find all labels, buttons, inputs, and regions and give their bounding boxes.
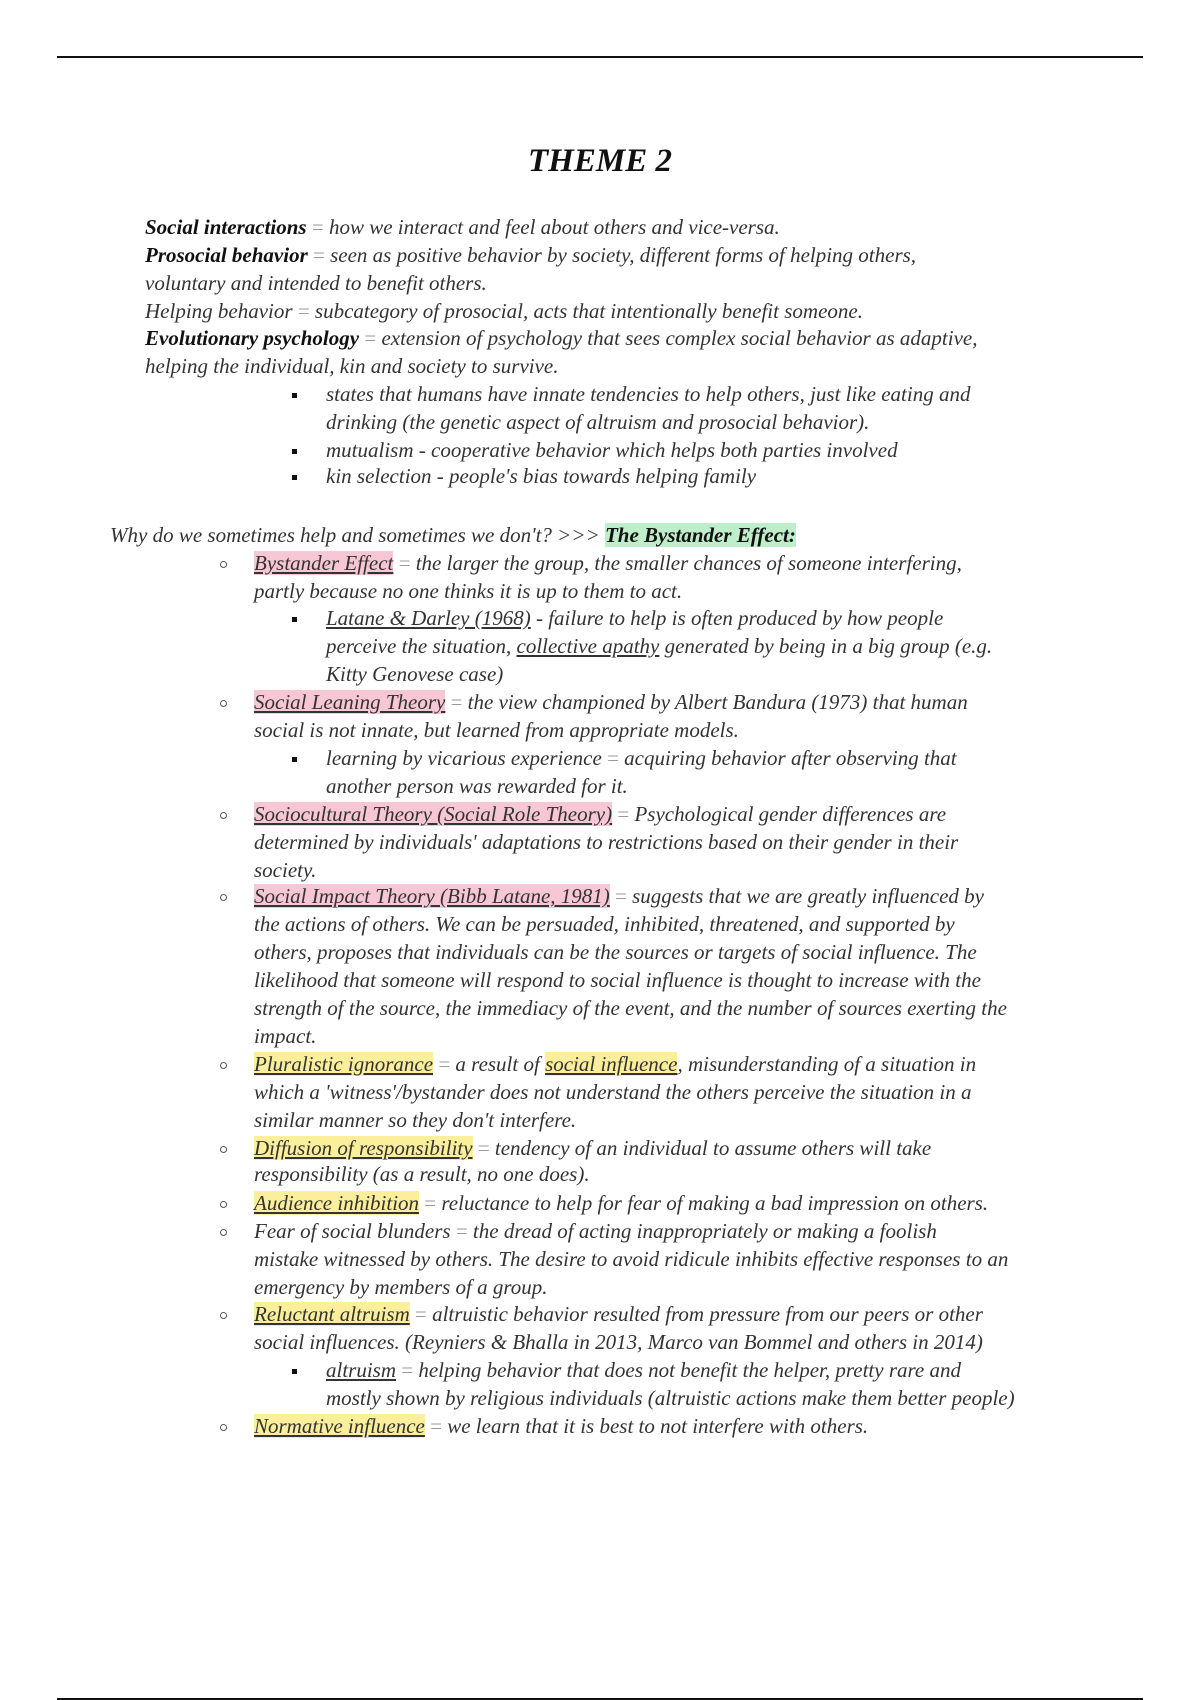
social-impact-cont3: likelihood that someone will respond to social influence is thought to increase with the [254,968,981,992]
diffusion-cont: responsibility (as a result, no one does). [254,1162,590,1186]
social-impact-cont: the actions of others. We can be persuaded, inhibited, threatened, and supported by [254,912,955,936]
circle-bullet [220,1201,227,1208]
circle-bullet [220,894,227,901]
square-bullet [292,1369,297,1374]
def-evolutionary-cont: helping the individual, kin and society to survive. [145,354,559,378]
circle-bullet [220,1229,227,1236]
latane-darley-cont: perceive the situation, collective apathy generated by being in a big group (e.g. [326,634,993,658]
term-social-impact: Social Impact Theory (Bibb Latane, 1981) [254,884,610,908]
page-title: THEME 2 [528,143,672,179]
term-collective-apathy: collective apathy [516,634,660,658]
latane-darley: Latane & Darley (1968) - failure to help is often produced by how people [326,606,944,630]
term-bystander-effect: Bystander Effect [254,551,394,575]
square-bullet [292,393,297,398]
evo-bullet-kin: kin selection - people's bias towards helping family [326,464,757,488]
circle-bullet [220,561,227,568]
fear-cont: mistake witnessed by others. The desire to avoid ridicule inhibits effective responses to an [254,1247,1009,1271]
term-sociocultural: Sociocultural Theory (Social Role Theory) [254,802,613,826]
vicarious-learning-cont: another person was rewarded for it. [326,774,628,798]
def-prosocial-cont: voluntary and intended to benefit others. [145,271,487,295]
pluralistic-cont: which a 'witness'/bystander does not understand the others perceive the situation in a [254,1080,972,1104]
def-evolutionary: Evolutionary psychology = extension of psychology that sees complex social behavior as adaptive, [145,326,978,350]
def-social-interactions: Social interactions = how we interact and feel about others and vice-versa. [145,215,780,239]
def-prosocial: Prosocial behavior = seen as positive behavior by society, different forms of helping others, [145,243,917,267]
square-bullet [292,757,297,762]
social-learning-theory: Social Leaning Theory = the view championed by Albert Bandura (1973) that human [254,690,968,714]
social-learning-cont: social is not innate, but learned from appropriate models. [254,718,739,742]
latane-darley-cont2: Kitty Genovese case) [326,662,504,686]
social-impact-cont4: strength of the source, the immediacy of the event, and the number of sources exerting the [254,996,1007,1020]
term-social-learning: Social Leaning Theory [254,690,446,714]
term-latane-darley: Latane & Darley (1968) [326,606,531,630]
square-bullet [292,617,297,622]
def-helping: Helping behavior = subcategory of prosocial, acts that intentionally benefit someone. [145,299,863,323]
term-pluralistic-ignorance: Pluralistic ignorance [254,1052,434,1076]
pluralistic-cont2: similar manner so they don't interfere. [254,1108,577,1132]
circle-bullet [220,1424,227,1431]
vicarious-learning: learning by vicarious experience = acquiring behavior after observing that [326,746,957,770]
altruism-cont: mostly shown by religious individuals (altruistic actions make them better people) [326,1386,1015,1410]
term-social-influence: social influence [545,1052,678,1076]
reluctant-altruism: Reluctant altruism = altruistic behavior resulted from pressure from our peers or other [254,1302,983,1326]
social-impact-cont5: impact. [254,1024,317,1048]
circle-bullet [220,1312,227,1319]
term-normative-influence: Normative influence [254,1414,425,1438]
pluralistic-ignorance: Pluralistic ignorance = a result of social influence, misunderstanding of a situation in [254,1052,977,1076]
square-bullet [292,475,297,480]
bystander-effect-cont: partly because no one thinks it is up to them to act. [254,579,683,603]
normative-influence: Normative influence = we learn that it is best to not interfere with others. [254,1414,869,1438]
term-audience-inhibition: Audience inhibition [254,1191,420,1215]
square-bullet [292,449,297,454]
circle-bullet [220,812,227,819]
bystander-effect-heading: The Bystander Effect: [604,523,796,547]
audience-inhibition: Audience inhibition = reluctance to help for fear of making a bad impression on others. [254,1191,989,1215]
fear-cont2: emergency by members of a group. [254,1275,548,1299]
social-impact-cont2: others, proposes that individuals can be the sources or targets of social influence. The [254,940,977,964]
social-impact-theory: Social Impact Theory (Bibb Latane, 1981) = suggests that we are greatly influenced by [254,884,984,908]
why-question: Why do we sometimes help and sometimes we don't? >>> The Bystander Effect: [110,523,796,547]
diffusion-of-responsibility: Diffusion of responsibility = tendency of an individual to assume others will take [254,1136,932,1160]
circle-bullet [220,700,227,707]
sociocultural-cont: determined by individuals' adaptations to restrictions based on their gender in their [254,830,959,854]
evo-bullet-innate-cont: drinking (the genetic aspect of altruism and prosocial behavior). [326,410,870,434]
altruism-definition: altruism = helping behavior that does not benefit the helper, pretty rare and [326,1358,961,1382]
term-altruism: altruism [326,1358,397,1382]
circle-bullet [220,1062,227,1069]
bystander-effect: Bystander Effect = the larger the group, the smaller chances of someone interfering, [254,551,962,575]
evo-bullet-mutualism: mutualism - cooperative behavior which helps both parties involved [326,438,898,462]
term-diffusion: Diffusion of responsibility [254,1136,473,1160]
evo-bullet-innate: states that humans have innate tendencies to help others, just like eating and [326,382,971,406]
term-reluctant-altruism: Reluctant altruism [254,1302,410,1326]
sociocultural-cont2: society. [254,858,317,882]
fear-of-social-blunders: Fear of social blunders = the dread of acting inappropriately or making a foolish [254,1219,937,1243]
reluctant-cont: social influences. (Reyniers & Bhalla in 2013, Marco van Bommel and others in 2014) [254,1330,983,1354]
sociocultural-theory: Sociocultural Theory (Social Role Theory) = Psychological gender differences are [254,802,947,826]
circle-bullet [220,1146,227,1153]
